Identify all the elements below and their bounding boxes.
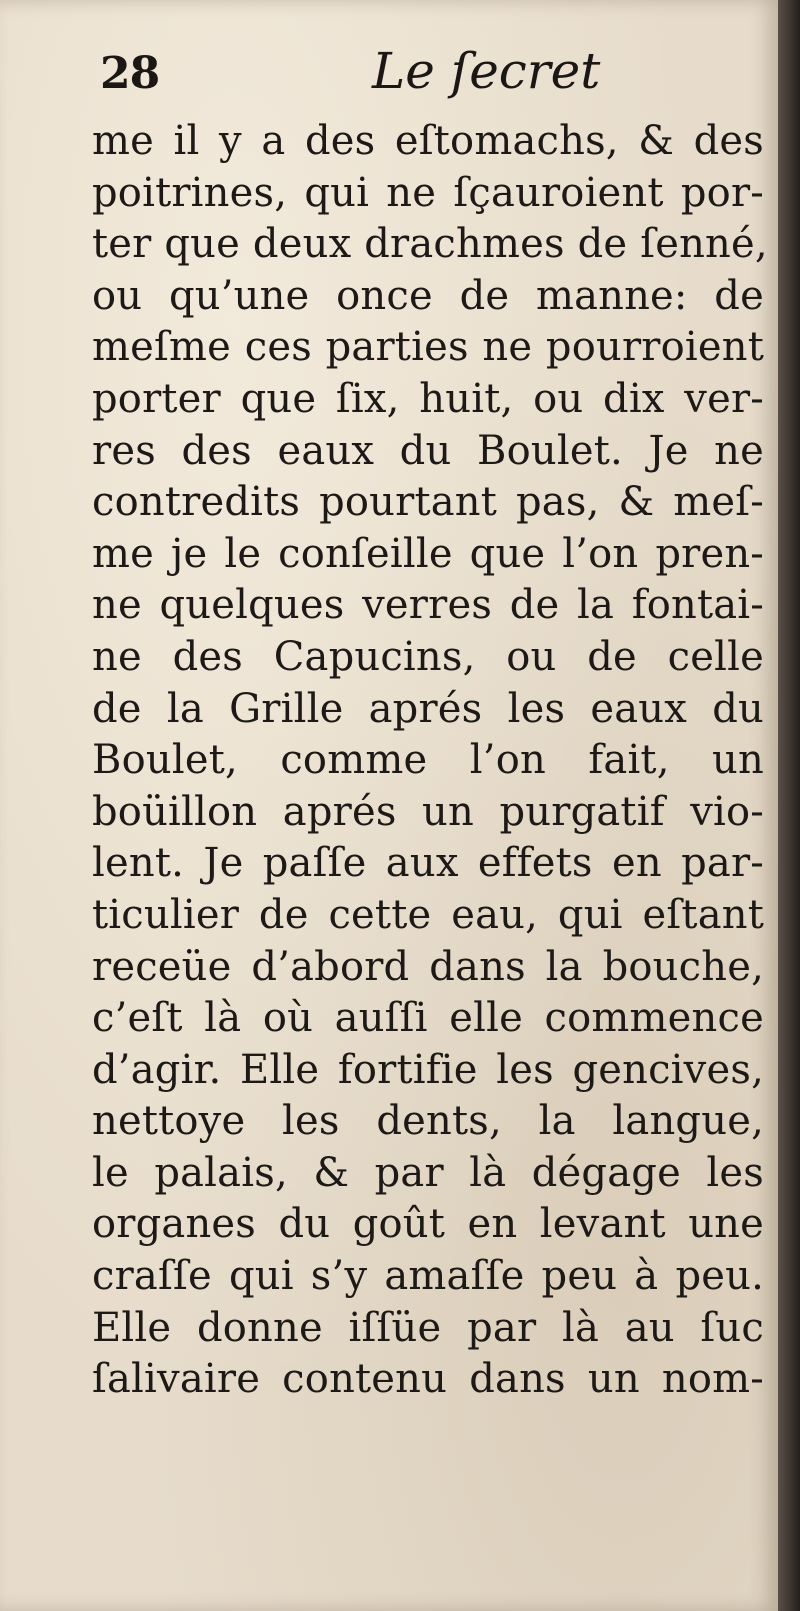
text-line: d’agir. Elle fortifie les gencives, bbox=[92, 1046, 764, 1093]
text-line: Elle donne iſſüe par là au ſuc bbox=[92, 1304, 764, 1351]
text-line: le palais, & par là dégage les bbox=[92, 1149, 764, 1196]
text-line: nettoye les dents, la langue, bbox=[92, 1098, 764, 1145]
text-line: meſme ces parties ne pourroient bbox=[92, 324, 764, 371]
text-line: craſſe qui s’y amaſſe peu à peu. bbox=[92, 1253, 764, 1300]
text-line: Boulet, comme l’on fait, un bbox=[92, 737, 764, 784]
text-line: de la Grille aprés les eaux du bbox=[92, 685, 764, 732]
text-line: ne des Capucins, ou de celle bbox=[92, 633, 764, 680]
text-line: ter que deux drachmes de ſenné, bbox=[92, 221, 768, 268]
text-line: me je le conſeille que l’on pren- bbox=[92, 530, 764, 577]
text-line: c’eſt là où auſſi elle commence bbox=[92, 995, 764, 1042]
page-number: 28 bbox=[100, 48, 160, 99]
text-line: me il y a des eſtomachs, & des bbox=[92, 118, 764, 164]
text-line: boüillon aprés un purgatif vio- bbox=[92, 788, 764, 835]
text-line: contredits pourtant pas, & meſ- bbox=[92, 479, 764, 526]
page-header bbox=[100, 38, 740, 108]
body-text bbox=[92, 116, 768, 1406]
book-gutter bbox=[778, 0, 800, 1611]
text-line: res des eaux du Boulet. Je ne bbox=[92, 427, 764, 474]
text-line: receüe d’abord dans la bouche, bbox=[92, 943, 764, 990]
running-head: Le ſecret bbox=[372, 42, 601, 100]
text-line: porter que ſix, huit, ou dix ver- bbox=[92, 375, 764, 422]
text-line: ticulier de cette eau, qui eſtant bbox=[92, 891, 764, 938]
text-line: poitrines, qui ne ſçauroient por- bbox=[92, 169, 764, 216]
text-line: lent. Je paſſe aux effets en par- bbox=[92, 840, 764, 887]
text-line: organes du goût en levant une bbox=[92, 1201, 764, 1248]
text-line: ſalivaire contenu dans un nom- bbox=[92, 1356, 764, 1403]
text-line: ou qu’une once de manne: de bbox=[92, 272, 764, 319]
text-line: ne quelques verres de la fontai- bbox=[92, 582, 764, 629]
